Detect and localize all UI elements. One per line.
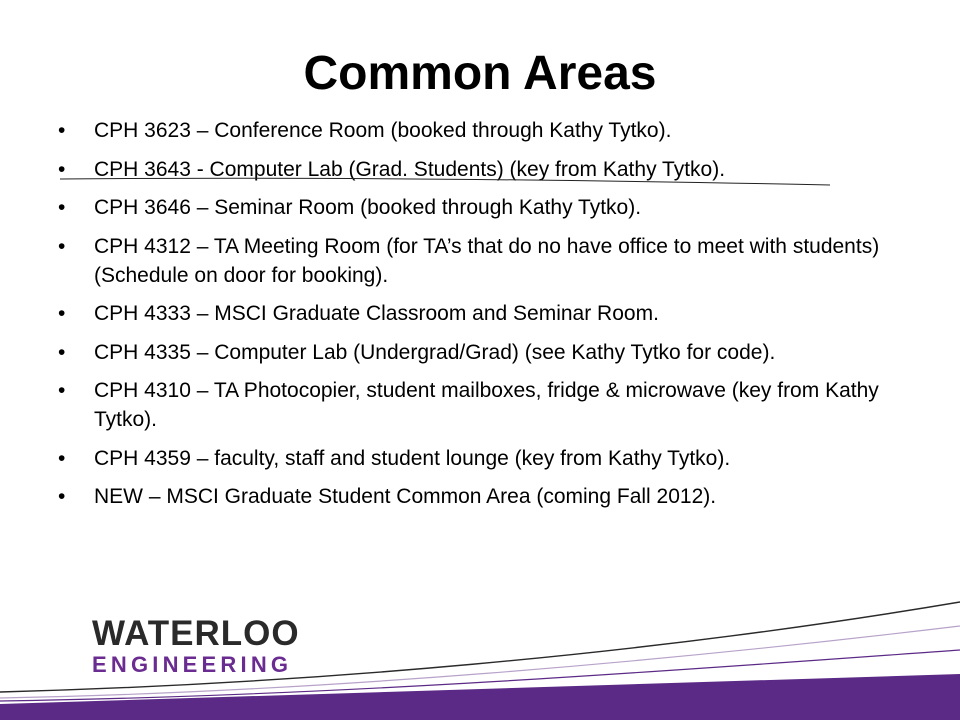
bullet-marker: • [58, 157, 66, 181]
bullet-text: CPH 4312 – TA Meeting Room (for TA’s that do no have office to meet with students) (Schedule on door for booking). [94, 234, 880, 287]
bullet-marker: • [58, 340, 66, 364]
bullet-marker: • [58, 485, 66, 508]
waterloo-engineering-logo [92, 616, 300, 676]
bullet-marker: • [58, 446, 66, 470]
logo-wordmark-waterloo: WATERLOO [92, 614, 300, 653]
bullet-text: CPH 4310 – TA Photocopier, student mailboxes, fridge & microwave (key from Kathy Tytko). [94, 379, 879, 431]
bullet-text: NEW – MSCI Graduate Student Common Area (coming Fall 2012). [94, 485, 717, 508]
bullet-text: CPH 3646 – Seminar Room (booked through Kathy Tytko). [94, 196, 642, 219]
bullet-text: CPH 3643 - Computer Lab (Grad. Students) (key from Kathy Tytko). [94, 157, 726, 181]
bullet-text: CPH 4335 – Computer Lab (Undergrad/Grad) (see Kathy Tytko for code). [94, 340, 776, 364]
bullet-text: CPH 3623 – Conference Room (booked through Kathy Tytko). [94, 119, 672, 142]
bullet-marker: • [58, 234, 66, 258]
logo-wordmark-engineering: ENGINEERING [92, 652, 293, 677]
bullet-marker: • [58, 119, 66, 142]
bullet-marker: • [58, 379, 66, 402]
bullet-text: CPH 4359 – faculty, staff and student lounge (key from Kathy Tytko). [94, 446, 731, 470]
bullet-marker: • [58, 196, 66, 219]
bullet-marker: • [58, 302, 66, 325]
slide-title: Common Areas [303, 47, 657, 100]
bullet-text: CPH 4333 – MSCI Graduate Classroom and Seminar Room. [94, 302, 659, 325]
